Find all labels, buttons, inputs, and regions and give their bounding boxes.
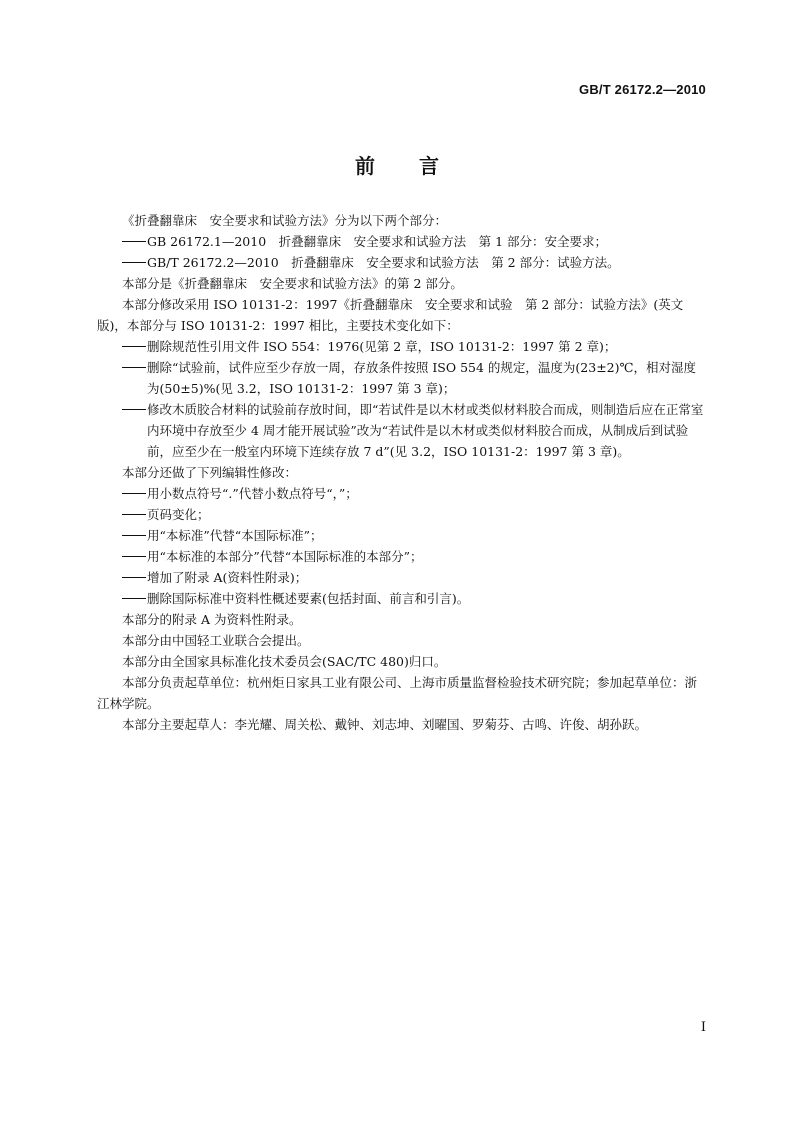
dash-mark [122,567,147,588]
paragraph-drafters: 本部分主要起草人：李光耀、周关松、戴钟、刘志坤、刘曜国、罗菊芬、古鸣、许俊、胡孙跃。 [122,717,648,732]
paragraph-annex: 本部分的附录 A 为资料性附录。 [122,612,302,627]
list-item-part2 [122,252,707,273]
dash-mark [122,252,147,273]
paragraph-intro: 《折叠翻靠床 安全要求和试验方法》分为以下两个部分： [122,213,448,228]
dash-mark [122,399,147,462]
list-item-edit6 [122,588,707,609]
paragraph-adoption: 本部分修改采用 ISO 10131-2：1997《折叠翻靠床 安全要求和试验 第 2 部分：试验方法》(英文版)，本部分与 ISO 10131-2：1997 相比，主要技术变化如下： [97,297,684,333]
list-item-part1 [122,231,707,252]
list-item-change2 [122,357,707,399]
dash-mark [122,231,147,252]
list-item-edit2 [122,504,707,525]
list-item-text: 删除国际标准中资料性概述要素(包括封面、前言和引言)。 [147,591,470,606]
dash-mark [122,357,147,399]
dash-mark [122,483,147,504]
dash-mark [122,525,147,546]
dash-mark [122,336,147,357]
list-item-text: 用“本标准”代替“本国际标准”； [147,528,323,543]
page-number: I [700,1020,706,1035]
dash-mark [122,546,147,567]
dash-mark [122,504,147,525]
list-item-text: 修改木质胶合材料的试验前存放时间，即“若试件是以木材或类似材料胶合而成，则制造后应在正常室内环境中存放至少 4 周才能开展试验”改为“若试件是以木材或类似材料胶合而成，从制成后到试验前，应至少在一般室内环境下连续存放 7 d”(见 3.2，ISO 10131-2：1997 第 3 章)。 [147,402,704,459]
foreword-body [97,210,707,735]
list-item-change1 [122,336,707,357]
standard-number: GB/T 26172.2—2010 [579,82,706,97]
paragraph-drafting-units: 本部分负责起草单位：杭州炬日家具工业有限公司、上海市质量监督检验技术研究院；参加起草单位：浙江林学院。 [97,675,698,711]
list-item-edit4 [122,546,707,567]
list-item-text: 用小数点符号“.”代替小数点符号“，”； [147,486,358,501]
list-item-text: 增加了附录 A(资料性附录)； [147,570,308,585]
list-item-text: 删除规范性引用文件 ISO 554：1976(见第 2 章，ISO 10131-2：1997 第 2 章)； [147,339,617,354]
list-item-edit3 [122,525,707,546]
list-item-edit1 [122,483,707,504]
paragraph-part-statement: 本部分是《折叠翻靠床 安全要求和试验方法》的第 2 部分。 [122,276,463,291]
page-title: 前言 [355,154,483,178]
list-item-text: 用“本标准的本部分”代替“本国际标准的本部分”； [147,549,423,564]
paragraph-proposer: 本部分由中国轻工业联合会提出。 [122,633,310,648]
list-item-text: 删除“试验前，试件应至少存放一周，存放条件按照 ISO 554 的规定，温度为(23±2)℃，相对湿度为(50±5)%(见 3.2，ISO 10131-2：1997 第 3 章)； [147,360,696,396]
list-item-text: GB/T 26172.2—2010 折叠翻靠床 安全要求和试验方法 第 2 部分：试验方法。 [147,255,620,270]
list-item-text: GB 26172.1—2010 折叠翻靠床 安全要求和试验方法 第 1 部分：安全要求； [147,234,608,249]
paragraph-editorial: 本部分还做了下列编辑性修改： [122,465,298,480]
list-item-change3 [122,399,707,462]
list-item-text: 页码变化； [147,507,210,522]
list-item-edit5 [122,567,707,588]
paragraph-committee: 本部分由全国家具标准化技术委员会(SAC/TC 480)归口。 [122,654,447,669]
dash-mark [122,588,147,609]
